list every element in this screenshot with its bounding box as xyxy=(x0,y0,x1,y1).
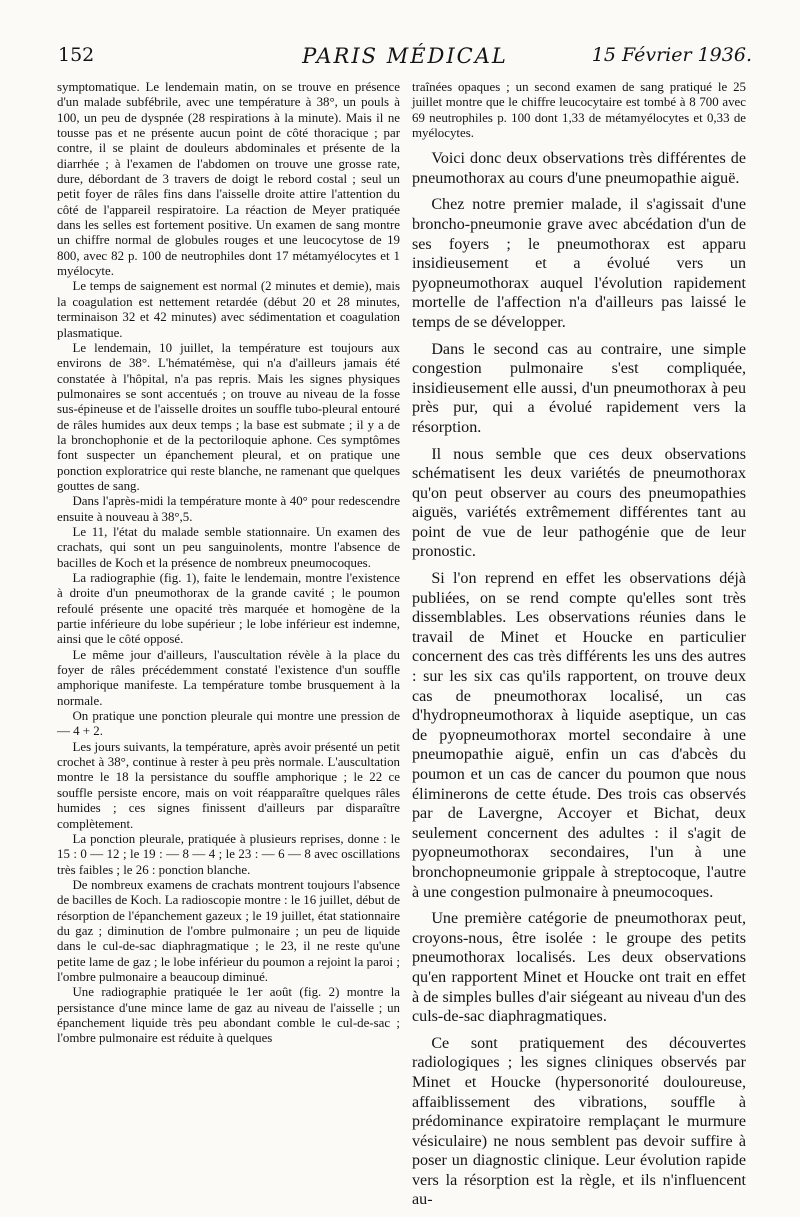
paragraph: Le temps de saignement est normal (2 minutes et demie), mais la coagulation est nettement retardée (début 20 et 28 minutes, terminaison 32 et 42 minutes) avec sédimentation et coagulation plasmatique. xyxy=(57,279,400,340)
paragraph: On pratique une ponction pleurale qui montre une pression de — 4 + 2. xyxy=(57,709,400,739)
paragraph: Le lendemain, 10 juillet, la température est toujours aux environs de 38°. L'hématémèse, qui n'a d'ailleurs jamais été constatée à l'hôpital, n'a pas repris. Mais les signes physiques pulmonaires se sont accentués ; on trouve au niveau de la fosse sus-épineuse et de l'aisselle droites un souffle tubo-pleural entouré de râles humides aux deux temps ; la base est submate ; il y a de la bronchophonie et de la pectoriloquie aphone. Ces symptômes font suspecter un épanchement pleural, et on pratique une ponction exploratrice qui reste blanche, ne ramenant que quelques gouttes de sang. xyxy=(57,340,400,493)
paragraph: Les jours suivants, la température, après avoir présenté un petit crochet à 38°, continue à rester à peu près normale. L'auscultation montre le 18 la persistance du souffle amphorique ; le 22 ce souffle persiste encore, mais on voit réapparaître quelques râles humides ; ces signes finissent d'ailleurs par disparaître complètement. xyxy=(57,739,400,831)
issue-date: 15 Février 1936. xyxy=(591,44,752,66)
paragraph: Il nous semble que ces deux observations schématisent les deux variétés de pneumothorax qu'on peut observer au cours des pneumopathies aiguës, variétés extrêmement différentes tant au point de vue de leur pathogénie que de leur pronostic. xyxy=(412,445,746,561)
paragraph: Une première catégorie de pneumothorax peut, croyons-nous, être isolée : le groupe des petits pneumothorax localisés. Les deux observations qu'en rapportent Minet et Houcke ont trait en effet à de simples bulles d'air siégeant au niveau d'un des culs-de-sac diaphragmatiques. xyxy=(412,910,746,1026)
paragraph: traînées opaques ; un second examen de sang pratiqué le 25 juillet montre que le chiffre leucocytaire est tombé à 8 700 avec 69 neutrophiles p. 100 dont 1,33 de métamyélocytes et 0,33 de myélocytes. xyxy=(412,80,746,140)
paragraph: Dans le second cas au contraire, une simple congestion pulmonaire s'est compliquée, insidieusement elle aussi, d'un pneumothorax à peu près pur, qui a évolué rapidement vers la résorption. xyxy=(412,340,746,436)
paragraph: Voici donc deux observations très différentes de pneumothorax au cours d'une pneumopathie aiguë. xyxy=(412,150,746,187)
paragraph: symptomatique. Le lendemain matin, on se trouve en présence d'un malade subfébrile, avec une température à 38°, un pouls à 100, un peu de dyspnée (28 respirations à la minute). Mais il ne tousse pas et ne présente aucun point de côté thoracique ; par contre, il se plaint de douleurs abdominales et présente de la diarrhée ; à l'examen de l'abdomen on trouve une grosse rate, dure, débordant de 3 travers de doigt le rebord costal ; seul un petit foyer de râles fins dans l'aisselle droite attire l'attention du côté de l'appareil respiratoire. La réaction de Meyer pratiquée dans les selles est fortement positive. Un examen de sang montre un chiffre normal de globules rouges et une leucocytose de 19 800, avec 82 p. 100 de neutrophiles dont 17 métamyélocytes et 1 myélocyte. xyxy=(57,80,400,279)
paragraph: La ponction pleurale, pratiquée à plusieurs reprises, donne : le 15 : 0 — 12 ; le 19 : — 8 — 4 ; le 23 : — 6 — 8 avec oscillations très faibles ; le 26 : ponction blanche. xyxy=(57,831,400,877)
paragraph: Dans l'après-midi la température monte à 40° pour redescendre ensuite à nouveau à 38°,5. xyxy=(57,494,400,524)
paragraph: Le même jour d'ailleurs, l'auscultation révèle à la place du foyer de râles précédemment constaté l'existence d'un souffle amphorique manifeste. La température tombe brusquement à la normale. xyxy=(57,647,400,708)
left-column xyxy=(57,80,400,1047)
paragraph: Si l'on reprend en effet les observations déjà publiées, on se rend compte qu'elles sont très dissemblables. Les observations réunies dans le travail de Minet et Houcke en particulier concernent des cas très différents les uns des autres : sur les six cas qu'ils rapportent, on trouve deux cas de pneumothorax localisé, un cas d'hydropneumothorax à liquide aseptique, un cas de pyopneumothorax mortel secondaire à une pneumopathie aiguë, enfin un cas d'abcès du poumon et un cas de cancer du poumon que nous éliminerons de cette étude. Des trois cas observés par de Lavergne, Accoyer et Bichat, deux seulement concernent des adultes : il s'agit de pyopneumothorax secondaires, l'un à une bronchopneumonie grippale à streptocoque, l'autre à une congestion pulmonaire à pneumocoques. xyxy=(412,570,746,901)
paragraph: Une radiographie pratiquée le 1er août (fig. 2) montre la persistance d'une mince lame de gaz au niveau de l'aisselle ; un épanchement liquide très peu abondant comble le cul-de-sac ; l'ombre pulmonaire est réduite à quelques xyxy=(57,985,400,1046)
paragraph: Chez notre premier malade, il s'agissait d'une broncho-pneumonie grave avec abcédation d'un de ses foyers ; le pneumothorax est apparu insidieusement et a évolué vers un pyopneumothorax auquel l'évolution rapidement mortelle de l'affection n'a d'ailleurs pas laissé le temps de se développer. xyxy=(412,196,746,331)
right-column xyxy=(412,80,746,1217)
discussion-block xyxy=(412,149,746,1210)
journal-title: PARIS MÉDICAL xyxy=(302,44,508,68)
paragraph: Le 11, l'état du malade semble stationnaire. Un examen des crachats, qui sont un peu sanguinolents, montre l'absence de bacilles de Koch et la présence de nombreux pneumocoques. xyxy=(57,524,400,570)
page-number: 152 xyxy=(58,44,95,66)
paragraph: La radiographie (fig. 1), faite le lendemain, montre l'existence à droite d'un pneumothorax de la grande cavité ; le poumon refoulé présente une opacité très marquée et homogène de la partie inférieure du lobe supérieur ; le lobe inférieur est indemne, ainsi que le côté opposé. xyxy=(57,571,400,647)
running-header xyxy=(58,44,752,74)
small-print-block xyxy=(412,80,746,141)
paragraph: Ce sont pratiquement des découvertes radiologiques ; les signes cliniques observés par Minet et Houcke (hypersonorité douloureuse, affaiblissement des vibrations, souffle à prédominance expiratoire remplaçant le murmure vésiculaire) ne nous semblent pas devoir suffire à poser un diagnostic clinique. Leur évolution rapide vers la résorption est la règle, et ils n'influencent au- xyxy=(412,1034,746,1209)
paragraph: De nombreux examens de crachats montrent toujours l'absence de bacilles de Koch. La radioscopie montre : le 16 juillet, début de résorption de l'épanchement gazeux ; le 19 juillet, état stationnaire du gaz ; diminution de l'ombre pulmonaire ; un peu de liquide dans le cul-de-sac diaphragmatique ; le 23, il ne reste qu'une petite lame de gaz ; le lobe inférieur du poumon a rejoint la paroi ; l'ombre pulmonaire a beaucoup diminué. xyxy=(57,877,400,984)
